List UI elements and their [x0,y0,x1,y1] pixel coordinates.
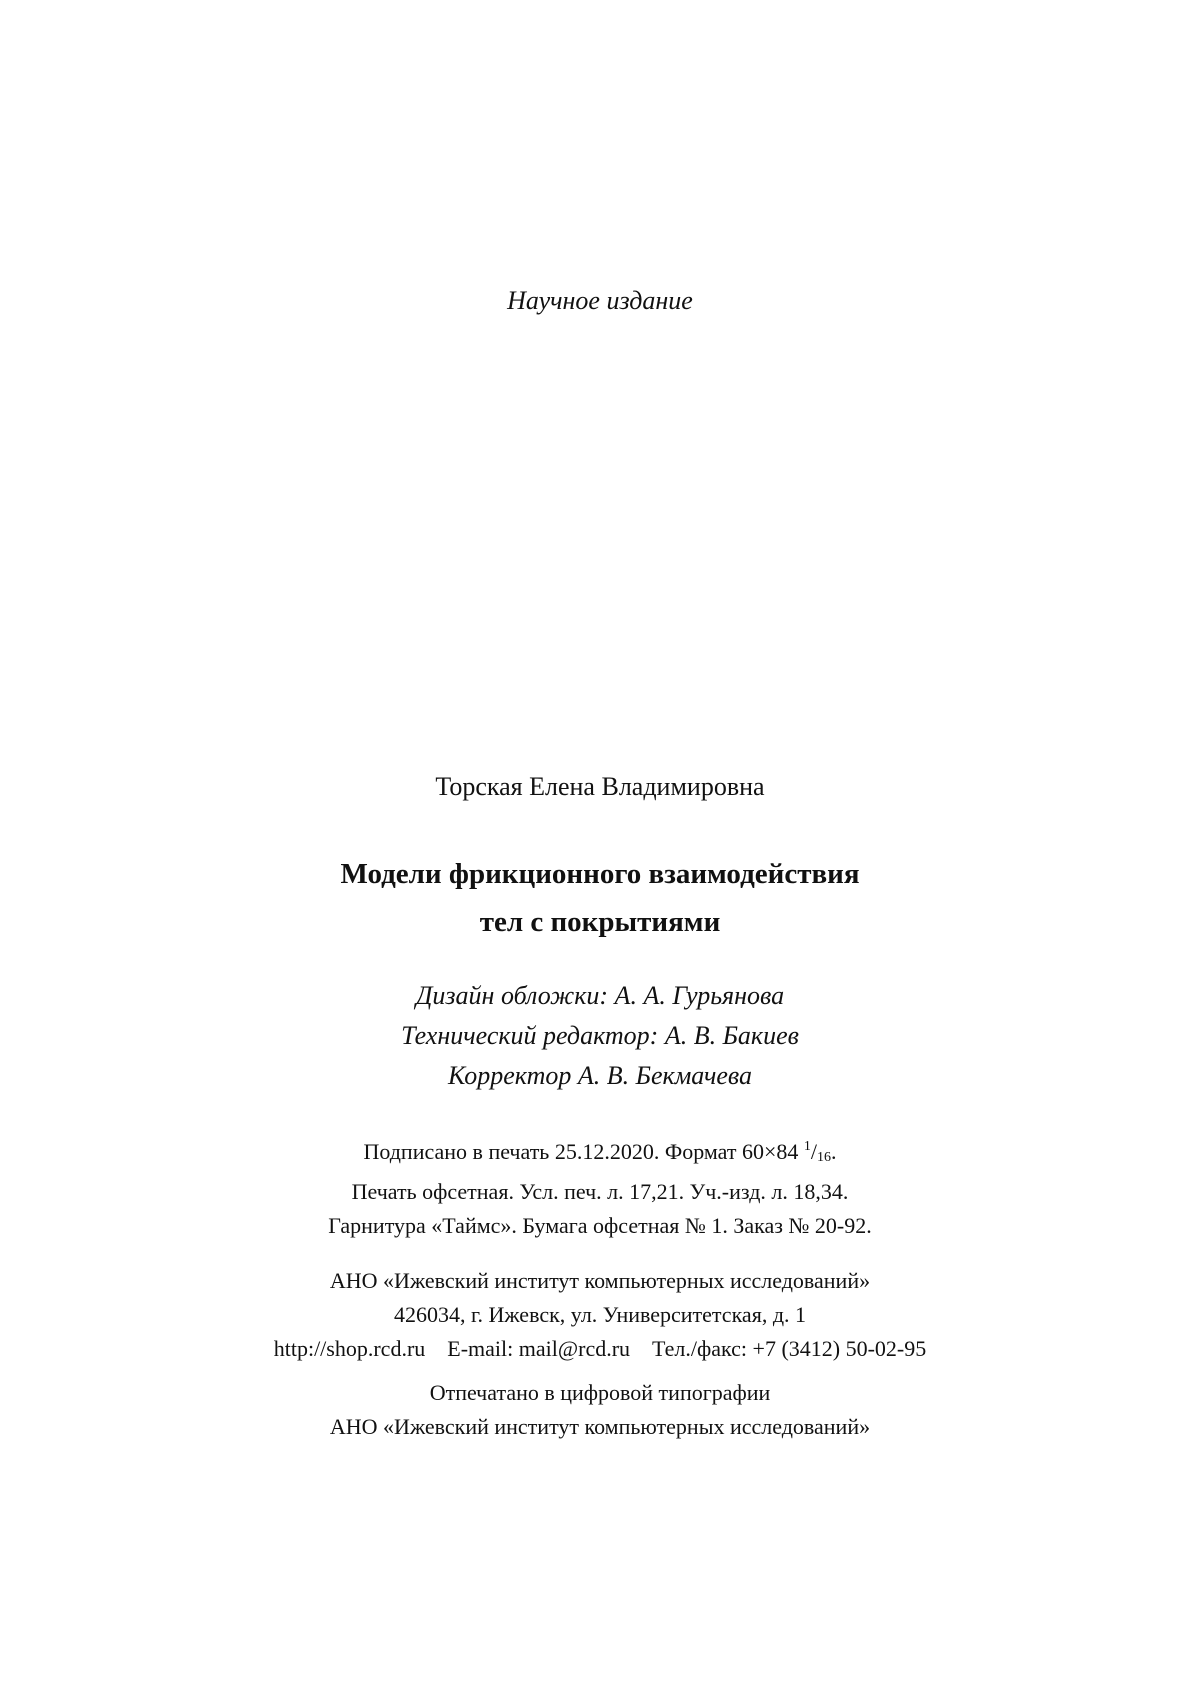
cover-design-credit: Дизайн обложки: А. А. Гурьянова [415,981,785,1010]
print-details-line-1 [0,1130,1200,1175]
publisher-website: http://shop.rcd.ru [273,1336,426,1361]
format-fraction-denominator: 16 [817,1150,831,1165]
publisher-phone: Тел./факс: +7 (3412) 50-02-95 [652,1336,927,1361]
publisher-address: 426034, г. Ижевск, ул. Университетская, д. 1 [393,1302,807,1327]
publisher-email: E-mail: mail@rcd.ru [447,1336,631,1361]
format-fraction-numerator: 1 [803,1139,811,1154]
technical-editor-credit: Технический редактор: А. В. Бакиев [401,1021,799,1050]
edition-type: Научное издание [507,286,693,315]
print-details-line-2: Печать офсетная. Усл. печ. л. 17,21. Уч.-изд. л. 18,34. [351,1179,849,1204]
signed-to-print: Подписано в печать 25.12.2020. Формат 60×84 [363,1139,799,1164]
printer-line-2: АНО «Ижевский институт компьютерных исследований» [329,1414,871,1439]
publisher-block [0,1264,1200,1366]
book-title [0,850,1200,946]
print-details [0,1130,1200,1243]
format-fraction-slash: / [810,1139,817,1164]
publisher-contacts [0,1332,1200,1366]
print-details-line-1-end: . [831,1139,837,1164]
proofreader-credit: Корректор А. В. Бекмачева [447,1061,752,1090]
printer-block [0,1376,1200,1444]
book-title-line-1: Модели фрикционного взаимодействия [340,858,860,890]
author-name: Торская Елена Владимировна [435,772,765,801]
credits-block [0,976,1200,1096]
publisher-name: АНО «Ижевский институт компьютерных исследований» [329,1268,871,1293]
printer-line-1: Отпечатано в цифровой типографии [429,1380,771,1405]
book-title-line-2: тел с покрытиями [479,906,721,938]
print-details-line-3: Гарнитура «Таймс». Бумага офсетная № 1. Заказ № 20-92. [328,1213,872,1238]
